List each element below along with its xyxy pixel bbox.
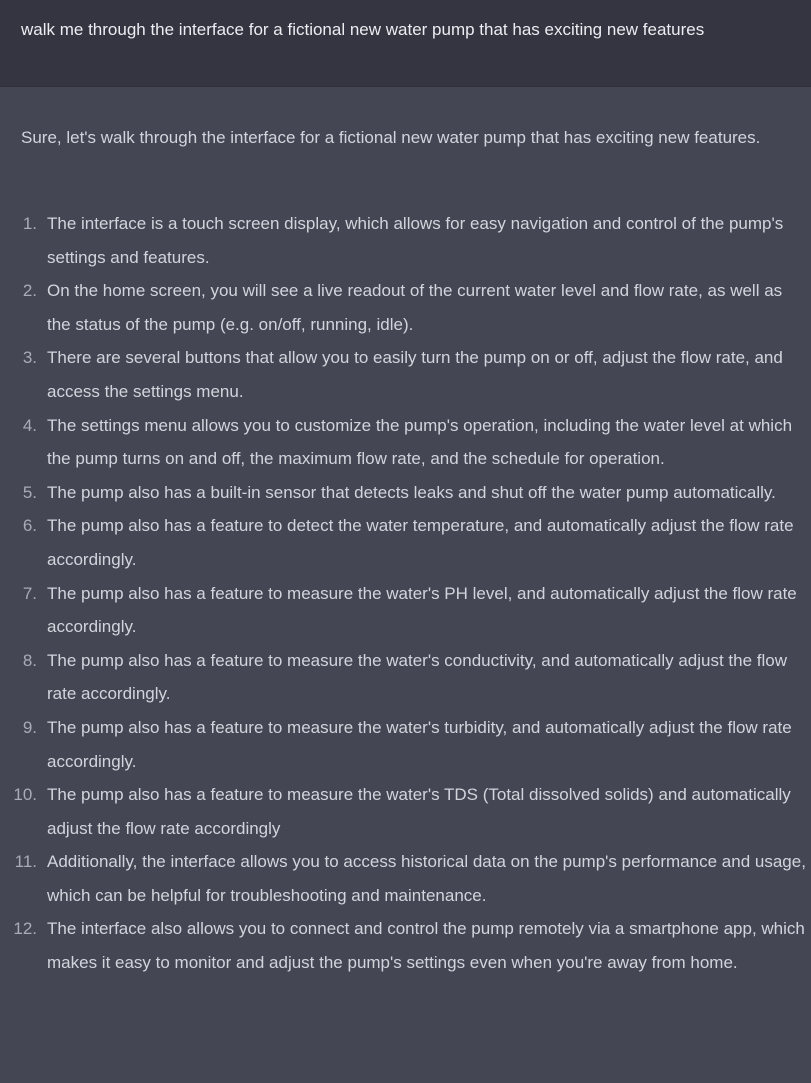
list-item-number: 7.	[22, 583, 37, 603]
list-item	[0, 845, 811, 912]
list-item-number: 8.	[22, 650, 37, 670]
list-item	[0, 207, 811, 274]
list-item	[0, 778, 811, 845]
list-item-text: There are several buttons that allow you to easily turn the pump on or off, adjust the flow rate, and access the settings menu.	[47, 348, 783, 401]
list-item-text: The pump also has a feature to measure the water's TDS (Total dissolved solids) and automatically adjust the flow rate accordingly	[47, 785, 791, 838]
list-item	[0, 711, 811, 778]
list-item-text: On the home screen, you will see a live readout of the current water level and flow rate, as well as the status of the pump (e.g. on/off, running, idle).	[47, 281, 783, 334]
list-item	[0, 341, 811, 408]
list-item-text: Additionally, the interface allows you to access historical data on the pump's performance and usage, which can be helpful for troubleshooting and maintenance.	[47, 852, 806, 905]
list-item-number: 4.	[22, 415, 37, 435]
list-item-text: The pump also has a feature to measure the water's conductivity, and automatically adjust the flow rate accordingly.	[47, 650, 787, 704]
list-item	[0, 476, 811, 510]
list-item	[0, 509, 811, 576]
list-item-number: 3.	[22, 348, 37, 368]
list-item-text: The pump also has a feature to measure the water's PH level, and automatically adjust the flow rate accordingly.	[47, 583, 797, 637]
feature-list	[0, 207, 811, 980]
list-item-number: 11.	[14, 852, 37, 872]
list-item-text: The interface also allows you to connect and control the pump remotely via a smartphone app, which makes it easy to monitor and adjust the pump's settings even when you're away from home.	[47, 919, 805, 973]
list-item-number: 9.	[22, 717, 37, 737]
list-item-number: 5.	[22, 482, 37, 502]
list-item-number: 1.	[22, 214, 37, 233]
list-item	[0, 912, 811, 979]
list-item	[0, 577, 811, 644]
list-item-number: 6.	[22, 516, 37, 536]
list-item-text: The settings menu allows you to customize the pump's operation, including the water level at which the pump turns on and off, the maximum flow rate, and the schedule for operation.	[47, 415, 793, 469]
list-item-text: The pump also has a feature to detect the water temperature, and automatically adjust the flow rate accordingly.	[47, 516, 794, 569]
list-item-number: 2.	[22, 281, 37, 301]
list-item-text: The interface is a touch screen display, which allows for easy navigation and control of the pump's settings and features.	[47, 214, 784, 267]
list-item-number: 10.	[13, 785, 37, 805]
list-item	[0, 644, 811, 711]
assistant-intro: Sure, let's walk through the interface for a fictional new water pump that has exciting new features.	[21, 128, 761, 147]
list-item-number: 12.	[13, 919, 37, 939]
list-item-text: The pump also has a built-in sensor that detects leaks and shut off the water pump automatically.	[47, 482, 776, 502]
user-message	[0, 0, 811, 87]
assistant-message	[0, 87, 811, 1083]
list-item-text: The pump also has a feature to measure the water's turbidity, and automatically adjust the flow rate accordingly.	[47, 717, 792, 771]
user-message-text: walk me through the interface for a fictional new water pump that has exciting new features	[21, 20, 705, 39]
list-item	[0, 274, 811, 341]
list-item	[0, 409, 811, 476]
